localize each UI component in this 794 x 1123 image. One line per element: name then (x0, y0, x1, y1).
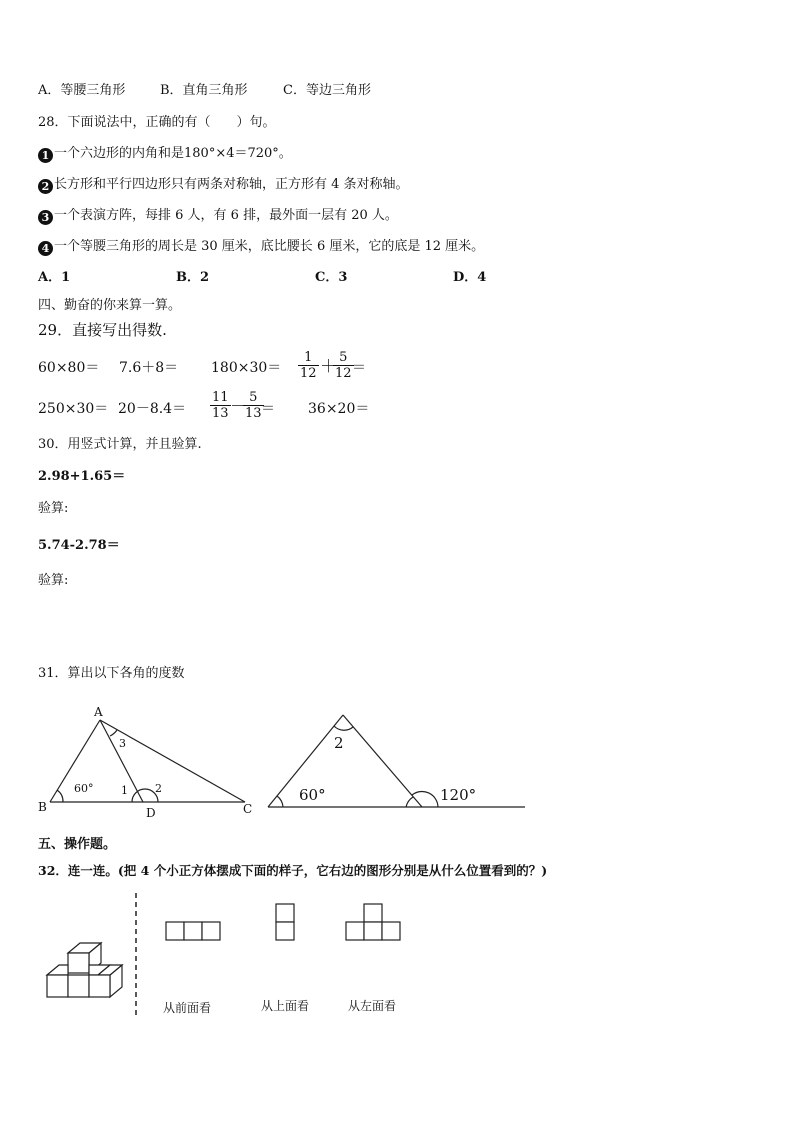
angle-label-2: 2 (155, 782, 162, 795)
vertex-label-d: D (146, 806, 156, 820)
operator: － (230, 397, 247, 417)
q28-option-a: A．1 (38, 270, 71, 285)
numerator: 5 (339, 350, 348, 365)
view-label-front: 从前面看 (163, 1001, 212, 1015)
q30-title: 30．用竖式计算，并且验算. (38, 437, 202, 452)
numerator: 11 (212, 390, 229, 405)
q29-expr: 7.6＋8＝ (119, 360, 179, 376)
section5-heading: 五、操作题。 (38, 837, 117, 852)
q28-option-b: B．2 (176, 270, 210, 285)
angle-label-60: 60° (74, 782, 94, 795)
denominator: 12 (335, 366, 352, 381)
q29-expr: 60×80＝ (38, 360, 100, 376)
angle-label-3: 3 (119, 737, 126, 750)
q28-option-d: D．4 (453, 270, 487, 285)
q29-expr: 250×30＝ (38, 401, 109, 417)
operator: ＋ (320, 357, 337, 377)
q29-expr: 20－8.4＝ (118, 401, 187, 417)
circled-number: 2 (38, 179, 53, 194)
q28-item-text: 一个表演方阵，每排 6 人，有 6 排，最外面一层有 20 人。 (54, 208, 398, 223)
q27-option-a: A．等腰三角形 (38, 83, 126, 98)
circled-number: 1 (38, 148, 53, 163)
angle-label-60: 60° (299, 786, 326, 804)
angle-label-120: 120° (440, 786, 477, 804)
vertex-label-c: C (243, 802, 253, 816)
circled-number: 4 (38, 241, 53, 256)
q28-item-text: 一个六边形的内角和是180°×4＝720°。 (54, 146, 292, 161)
q31-title: 31．算出以下各角的度数 (38, 666, 185, 681)
q27-option-c: C．等边三角形 (283, 83, 371, 98)
denominator: 12 (300, 366, 317, 381)
view-label-top: 从上面看 (261, 999, 310, 1013)
q28-item-text: 长方形和平行四边形只有两条对称轴，正方形有 4 条对称轴。 (54, 177, 409, 192)
angle-label-1: 1 (121, 784, 128, 797)
vertex-label-b: B (38, 800, 47, 814)
view-label-left: 从左面看 (348, 999, 397, 1013)
q28-option-c: C．3 (315, 270, 348, 285)
q29-expr: 36×20＝ (308, 401, 370, 417)
equals-sign: ＝ (261, 401, 275, 417)
vertex-label-a: A (94, 705, 103, 719)
denominator: 13 (212, 406, 229, 421)
q29-title: 29．直接写出得数. (38, 321, 167, 339)
q28-stem: 28．下面说法中，正确的有（ ）句。 (38, 115, 276, 130)
q30-expr-2: 5.74-2.78＝ (38, 538, 120, 553)
numerator: 5 (249, 390, 258, 405)
q29-expr: 180×30＝ (211, 360, 282, 376)
circled-number: 3 (38, 210, 53, 225)
angle-label-2: 2 (334, 734, 344, 752)
q32-title: 32．连一连。(把 4 个小正方体摆成下面的样子，它右边的图形分别是从什么位置看到的？) (38, 863, 548, 878)
q30-check-2: 验算: (38, 573, 69, 588)
q27-option-b: B．直角三角形 (160, 83, 248, 98)
section4-heading: 四、勤奋的你来算一算。 (38, 298, 182, 313)
q30-check-1: 验算: (38, 501, 69, 516)
q30-expr-1: 2.98+1.65＝ (38, 469, 126, 484)
q28-item-text: 一个等腰三角形的周长是 30 厘米，底比腰长 6 厘米，它的底是 12 厘米。 (54, 239, 485, 254)
denominator: 13 (245, 406, 262, 421)
numerator: 1 (304, 350, 313, 365)
equals-sign: ＝ (352, 360, 366, 376)
